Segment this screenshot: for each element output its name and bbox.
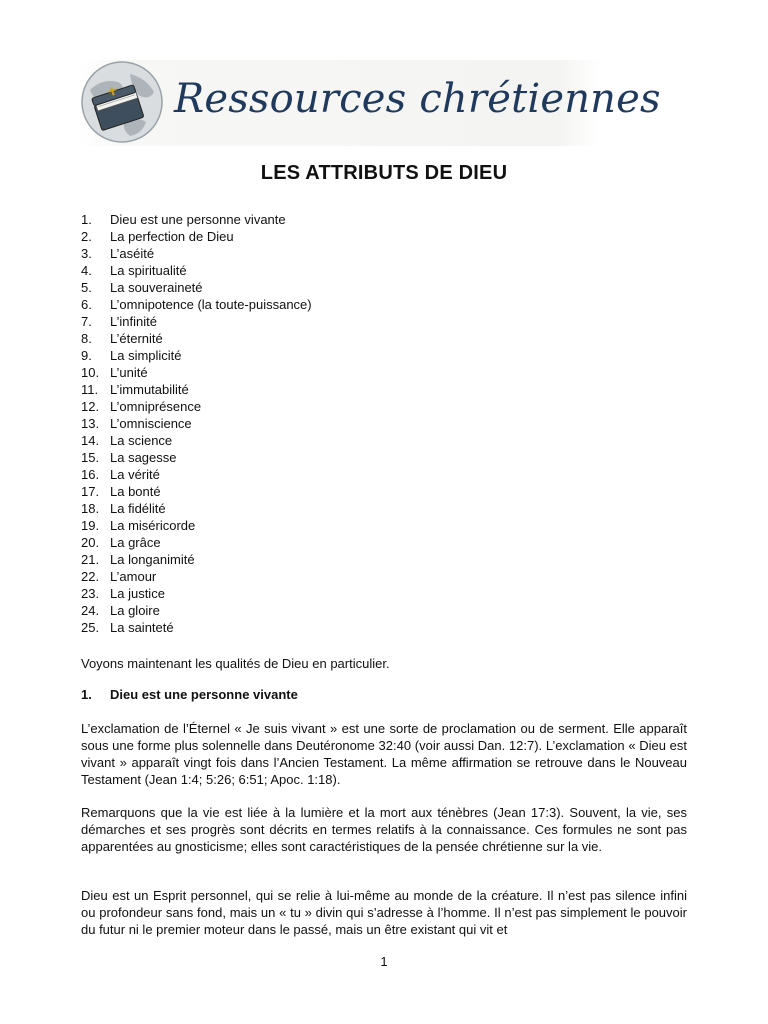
list-item-label: L’aséité — [110, 246, 155, 261]
paragraph: Remarquons que la vie est liée à la lumière et la mort aux ténèbres (Jean 17:3). Souvent, la vie, ses démarches et ses progrès sont décrits en termes relatifs à la connaissance. Ces formules ne sont pas apparentées au gnosticisme; elles sont caractéristiques de la pensée chrétienne sur la vie. — [81, 805, 687, 854]
list-item — [81, 415, 701, 432]
list-item — [81, 347, 701, 364]
list-item-label: L’omniprésence — [110, 399, 202, 414]
list-item-number: 24. — [81, 603, 100, 618]
list-item-label: L’éternité — [110, 331, 163, 346]
list-item-number: 12. — [81, 399, 100, 414]
list-item — [81, 364, 701, 381]
list-item-number: 2. — [81, 229, 92, 244]
list-item-number: 22. — [81, 569, 100, 584]
list-item — [81, 568, 701, 585]
list-item — [81, 262, 701, 279]
list-item — [81, 500, 701, 517]
list-item-label: L’omnipotence (la toute-puissance) — [110, 297, 312, 312]
document-title: LES ATTRIBUTS DE DIEU — [260, 162, 508, 184]
list-item-number: 19. — [81, 518, 100, 533]
list-item-number: 10. — [81, 365, 100, 380]
list-item-number: 25. — [81, 620, 100, 635]
list-item-label: La longanimité — [110, 552, 195, 567]
list-item-number: 16. — [81, 467, 100, 482]
list-item — [81, 466, 701, 483]
logo-wordmark: Ressources chrétiennes — [174, 76, 661, 122]
list-item-label: L’omniscience — [110, 416, 192, 431]
list-item-label: L’infinité — [110, 314, 157, 329]
list-item — [81, 381, 701, 398]
list-item-number: 14. — [81, 433, 100, 448]
list-item-number: 17. — [81, 484, 100, 499]
list-item — [81, 483, 701, 500]
list-item-label: La souveraineté — [110, 280, 203, 295]
list-item-label: L’immutabilité — [110, 382, 189, 397]
list-item-number: 7. — [81, 314, 92, 329]
list-item-number: 15. — [81, 450, 100, 465]
list-item-number: 8. — [81, 331, 92, 346]
list-item-number: 21. — [81, 552, 100, 567]
list-item-number: 13. — [81, 416, 100, 431]
section-number: 1. — [81, 687, 92, 702]
globe-bible-icon — [80, 60, 164, 144]
list-item-number: 1. — [81, 212, 92, 227]
list-item-label: La justice — [110, 586, 165, 601]
section-title: Dieu est une personne vivante — [110, 687, 298, 702]
list-item-number: 20. — [81, 535, 100, 550]
list-item — [81, 211, 701, 228]
list-item-label: La sagesse — [110, 450, 177, 465]
intro-text: Voyons maintenant les qualités de Dieu en particulier. — [81, 656, 390, 671]
list-item-label: La miséricorde — [110, 518, 196, 533]
list-item-label: Dieu est une personne vivante — [110, 212, 286, 227]
list-item — [81, 245, 701, 262]
list-item-label: L’amour — [110, 569, 157, 584]
list-item-label: La fidélité — [110, 501, 166, 516]
list-item — [81, 619, 701, 636]
list-item-number: 11. — [81, 382, 99, 397]
list-item-label: La spiritualité — [110, 263, 187, 278]
list-item — [81, 585, 701, 602]
section-heading — [81, 686, 298, 703]
list-item — [81, 602, 701, 619]
list-item-number: 23. — [81, 586, 100, 601]
list-item — [81, 432, 701, 449]
list-item-label: L’unité — [110, 365, 148, 380]
list-item-number: 9. — [81, 348, 92, 363]
list-item-number: 4. — [81, 263, 92, 278]
page-number: 1 — [380, 954, 388, 969]
list-item — [81, 296, 701, 313]
list-item — [81, 534, 701, 551]
list-item — [81, 313, 701, 330]
paragraph: L’exclamation de l’Éternel « Je suis vivant » est une sorte de proclamation ou de serment. Elle apparaît sous une forme plus solennelle dans Deutéronome 32:40 (voir aussi Dan. 12:7). L’exclamation « Dieu est vivant » apparaît vingt fois dans l’Ancien Testament. La même affirmation se retrouve dans le Nouveau Testament (Jean 1:4; 5:26; 6:51; Apoc. 1:18). — [81, 721, 687, 787]
list-item — [81, 398, 701, 415]
list-item-number: 3. — [81, 246, 92, 261]
list-item-label: La perfection de Dieu — [110, 229, 234, 244]
list-item-label: La vérité — [110, 467, 160, 482]
list-item — [81, 517, 701, 534]
list-item-number: 5. — [81, 280, 92, 295]
list-item — [81, 551, 701, 568]
list-item — [81, 228, 701, 245]
list-item-label: La gloire — [110, 603, 160, 618]
list-item-number: 18. — [81, 501, 100, 516]
list-item-label: La science — [110, 433, 173, 448]
list-item-label: La simplicité — [110, 348, 182, 363]
list-item-number: 6. — [81, 297, 92, 312]
list-item — [81, 449, 701, 466]
paragraph: Dieu est un Esprit personnel, qui se relie à lui-même au monde de la créature. Il n’est pas silence infini ou profondeur sans fond, mais un « tu » divin qui s’adresse à l’homme. Il n’est pas simplement le pouvoir du futur ni le premier moteur dans le passé, mais un être existant qui vit et — [81, 888, 687, 937]
attributes-list — [81, 211, 701, 636]
list-item-label: La sainteté — [110, 620, 174, 635]
list-item — [81, 330, 701, 347]
list-item-label: La grâce — [110, 535, 161, 550]
list-item-label: La bonté — [110, 484, 161, 499]
list-item — [81, 279, 701, 296]
